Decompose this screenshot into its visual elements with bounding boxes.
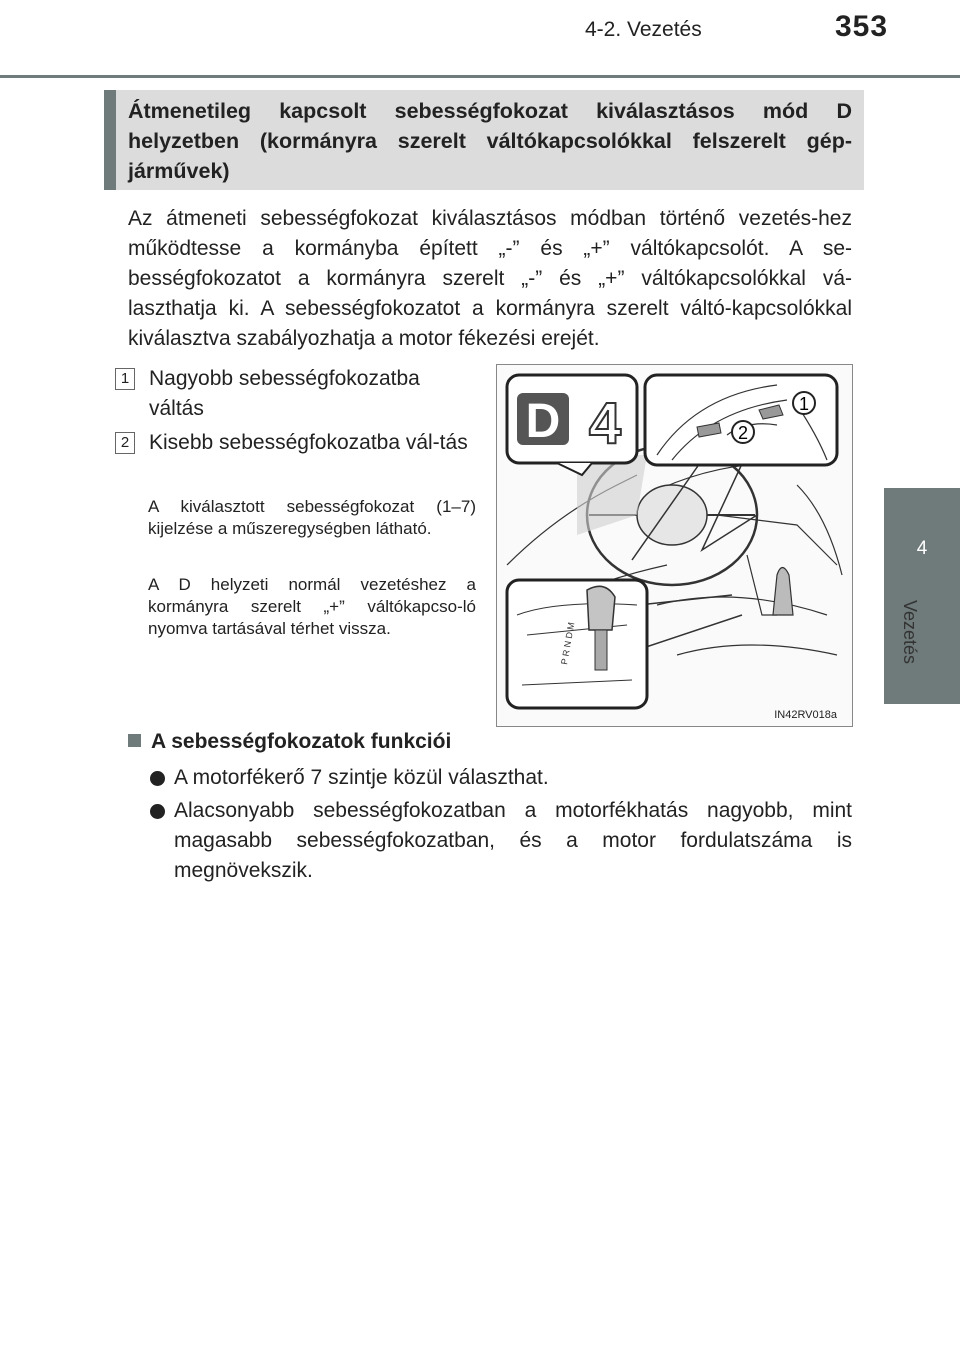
chapter-number: 4: [916, 538, 928, 559]
section-title-box: [104, 90, 864, 190]
bullet-dot-icon: [150, 804, 165, 819]
chapter-label: Vezetés: [900, 600, 920, 665]
page-number: 353: [835, 10, 889, 43]
shift-gate-marks: P R N D M: [559, 621, 577, 666]
figure-code: IN42RV018a: [774, 709, 837, 721]
callout-number: 2: [115, 432, 135, 454]
note-return-d: A D helyzeti normál vezetéshez a kormányra szerelt „+” váltókapcso-ló nyomva tartásával térhet vissza.: [148, 575, 476, 638]
section-title: Átmenetileg kapcsolt sebességfokozat kiválasztásos mód D helyzetben (kormányra szerelt váltókapcsolókkal felszerelt gép-járművek): [128, 99, 852, 183]
figure-callout-2: 2: [737, 423, 749, 443]
gear-letter: D: [525, 395, 561, 448]
bullet-item: [150, 763, 852, 793]
callout-text: Nagyobb sebességfokozatba váltás: [149, 367, 420, 420]
note-gear-display: A kiválasztott sebességfokozat (1–7) kijelzése a műszeregységben látható.: [148, 497, 476, 538]
bullet-item: [150, 796, 852, 886]
bullet-text: Alacsonyabb sebességfokozatban a motorfékhatás nagyobb, mint magasabb sebességfokozatban, és a motor fordulatszáma is megnövekszik.: [174, 799, 852, 882]
bullet-dot-icon: [150, 771, 165, 786]
square-bullet-icon: [128, 734, 141, 747]
intro-paragraph: Az átmeneti sebességfokozat kiválasztásos módban történő vezetés-hez működtesse a kormányba épített „-” és „+” váltókapcsolót. A se-bességfokozatot a kormányra szerelt „-” és „+” váltókapcsolókkal vá-laszthatja ki. A sebességfokozatot a kormányra szerelt váltó-kapcsolókkal kiválasztva szabályozhatja a motor fékezési erejét.: [128, 207, 852, 350]
gear-number: 4: [588, 391, 622, 456]
header-rule: [0, 75, 960, 78]
sub-heading-text: A sebességfokozatok funkciói: [151, 730, 452, 753]
callout-text: Kisebb sebességfokozatba vál-tás: [149, 431, 468, 454]
figure-callout-1: 1: [798, 394, 810, 414]
header-section-title: 4-2. Vezetés: [585, 18, 702, 41]
sub-heading: [128, 730, 451, 754]
shift-paddle-illustration: [496, 364, 853, 727]
bullet-text: A motorfékerő 7 szintje közül választhat.: [174, 766, 549, 789]
callout-number: 1: [115, 368, 135, 390]
chapter-label-container: [880, 600, 960, 690]
